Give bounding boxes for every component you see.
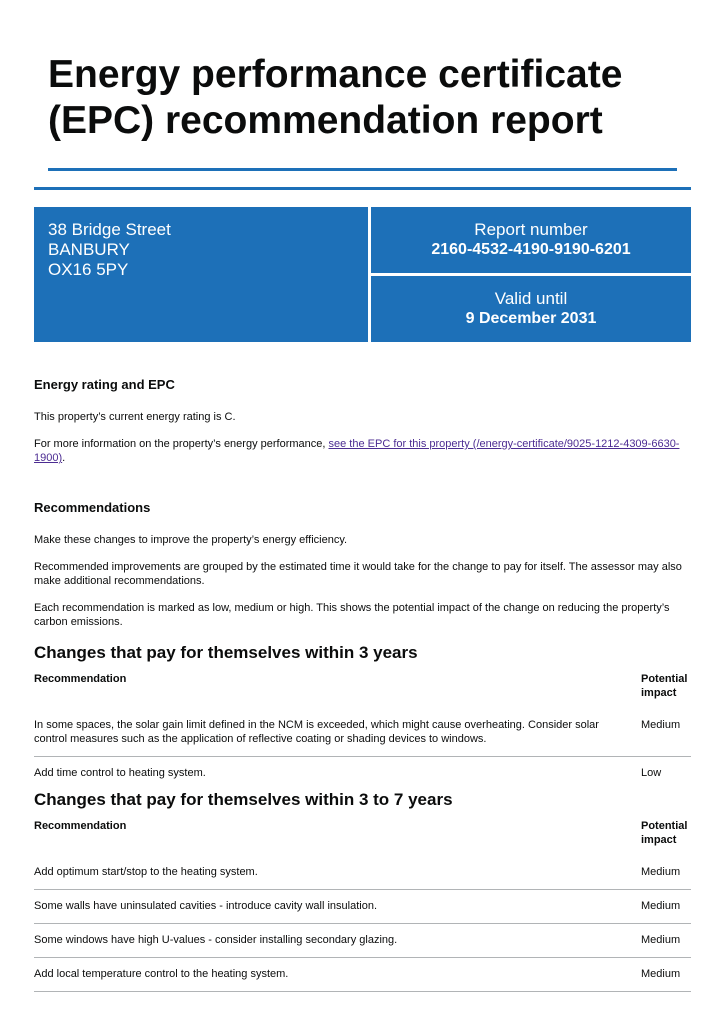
table-header-row	[34, 672, 691, 700]
impact-column-header: Potential impact	[641, 820, 688, 846]
recommendation-text: Add local temperature control to the heating system.	[34, 958, 641, 992]
table-row	[34, 890, 691, 924]
table-header-row	[34, 819, 691, 847]
impact-value: Medium	[641, 958, 691, 992]
valid-until-label: Valid until	[494, 289, 568, 308]
more-info-suffix: .	[62, 452, 66, 464]
valid-until-panel	[371, 276, 691, 342]
address-line-1: 38 Bridge Street	[48, 220, 171, 239]
address-line-2: BANBURY	[48, 240, 130, 259]
more-info-text	[34, 437, 691, 465]
header-divider	[34, 187, 691, 190]
impact-value: Low	[641, 767, 662, 779]
current-rating-text: This property’s current energy rating is C.	[34, 411, 236, 423]
main-content	[34, 377, 691, 992]
recommendation-text: In some spaces, the solar gain limit defined in the NCM is exceeded, which might cause overheating. Consider solar control measures such as the application of reflective coating or shading devices to windows.	[34, 700, 641, 757]
recommendations-impact-text: Each recommendation is marked as low, medium or high. This shows the potential impact of the change on reducing the property’s carbon emissions.	[34, 602, 670, 628]
epc-link[interactable]: see the EPC for this property (/energy-certificate/9025-1212-4309-6630-1900)	[34, 438, 680, 464]
impact-column-header: Potential impact	[641, 673, 688, 699]
impact-value: Medium	[641, 924, 691, 958]
table-row	[34, 958, 691, 992]
address-postcode: OX16 5PY	[48, 260, 129, 279]
recommendations-heading: Recommendations	[34, 500, 151, 515]
report-number-panel	[371, 207, 691, 273]
recommendation-table-3-years	[34, 672, 691, 780]
title-divider	[48, 168, 677, 171]
table-row	[34, 924, 691, 958]
recommendation-column-header: Recommendation	[34, 820, 127, 832]
more-info-prefix: For more information on the property’s energy performance,	[34, 438, 329, 450]
impact-value: Medium	[641, 890, 691, 924]
report-number-label: Report number	[474, 220, 588, 239]
energy-rating-heading: Energy rating and EPC	[34, 377, 175, 392]
recommendation-text: Some windows have high U-values - consider installing secondary glazing.	[34, 924, 641, 958]
valid-until-value: 9 December 2031	[465, 310, 597, 327]
page-title: Energy performance certificate (EPC) recommendation report	[48, 53, 623, 142]
recommendation-column-header: Recommendation	[34, 673, 127, 685]
table-row	[34, 847, 691, 890]
group-heading-3-to-7-years: Changes that pay for themselves within 3 to 7 years	[34, 790, 453, 809]
recommendation-text: Add optimum start/stop to the heating system.	[34, 847, 641, 890]
impact-value: Medium	[641, 847, 691, 890]
recommendation-table-3-to-7-years	[34, 819, 691, 992]
table-row	[34, 757, 691, 781]
recommendations-grouping-text: Recommended improvements are grouped by the estimated time it would take for the change to pay for itself. The assessor may also make additional recommendations.	[34, 561, 682, 587]
group-heading-3-years: Changes that pay for themselves within 3 years	[34, 643, 418, 662]
recommendation-text: Add time control to heating system.	[34, 767, 206, 779]
report-number-value: 2160-4532-4190-9190-6201	[431, 241, 631, 258]
impact-value: Medium	[641, 700, 691, 757]
address-panel	[34, 207, 368, 342]
recommendations-intro: Make these changes to improve the property’s energy efficiency.	[34, 534, 348, 546]
table-row	[34, 700, 691, 757]
recommendation-text: Some walls have uninsulated cavities - introduce cavity wall insulation.	[34, 890, 641, 924]
